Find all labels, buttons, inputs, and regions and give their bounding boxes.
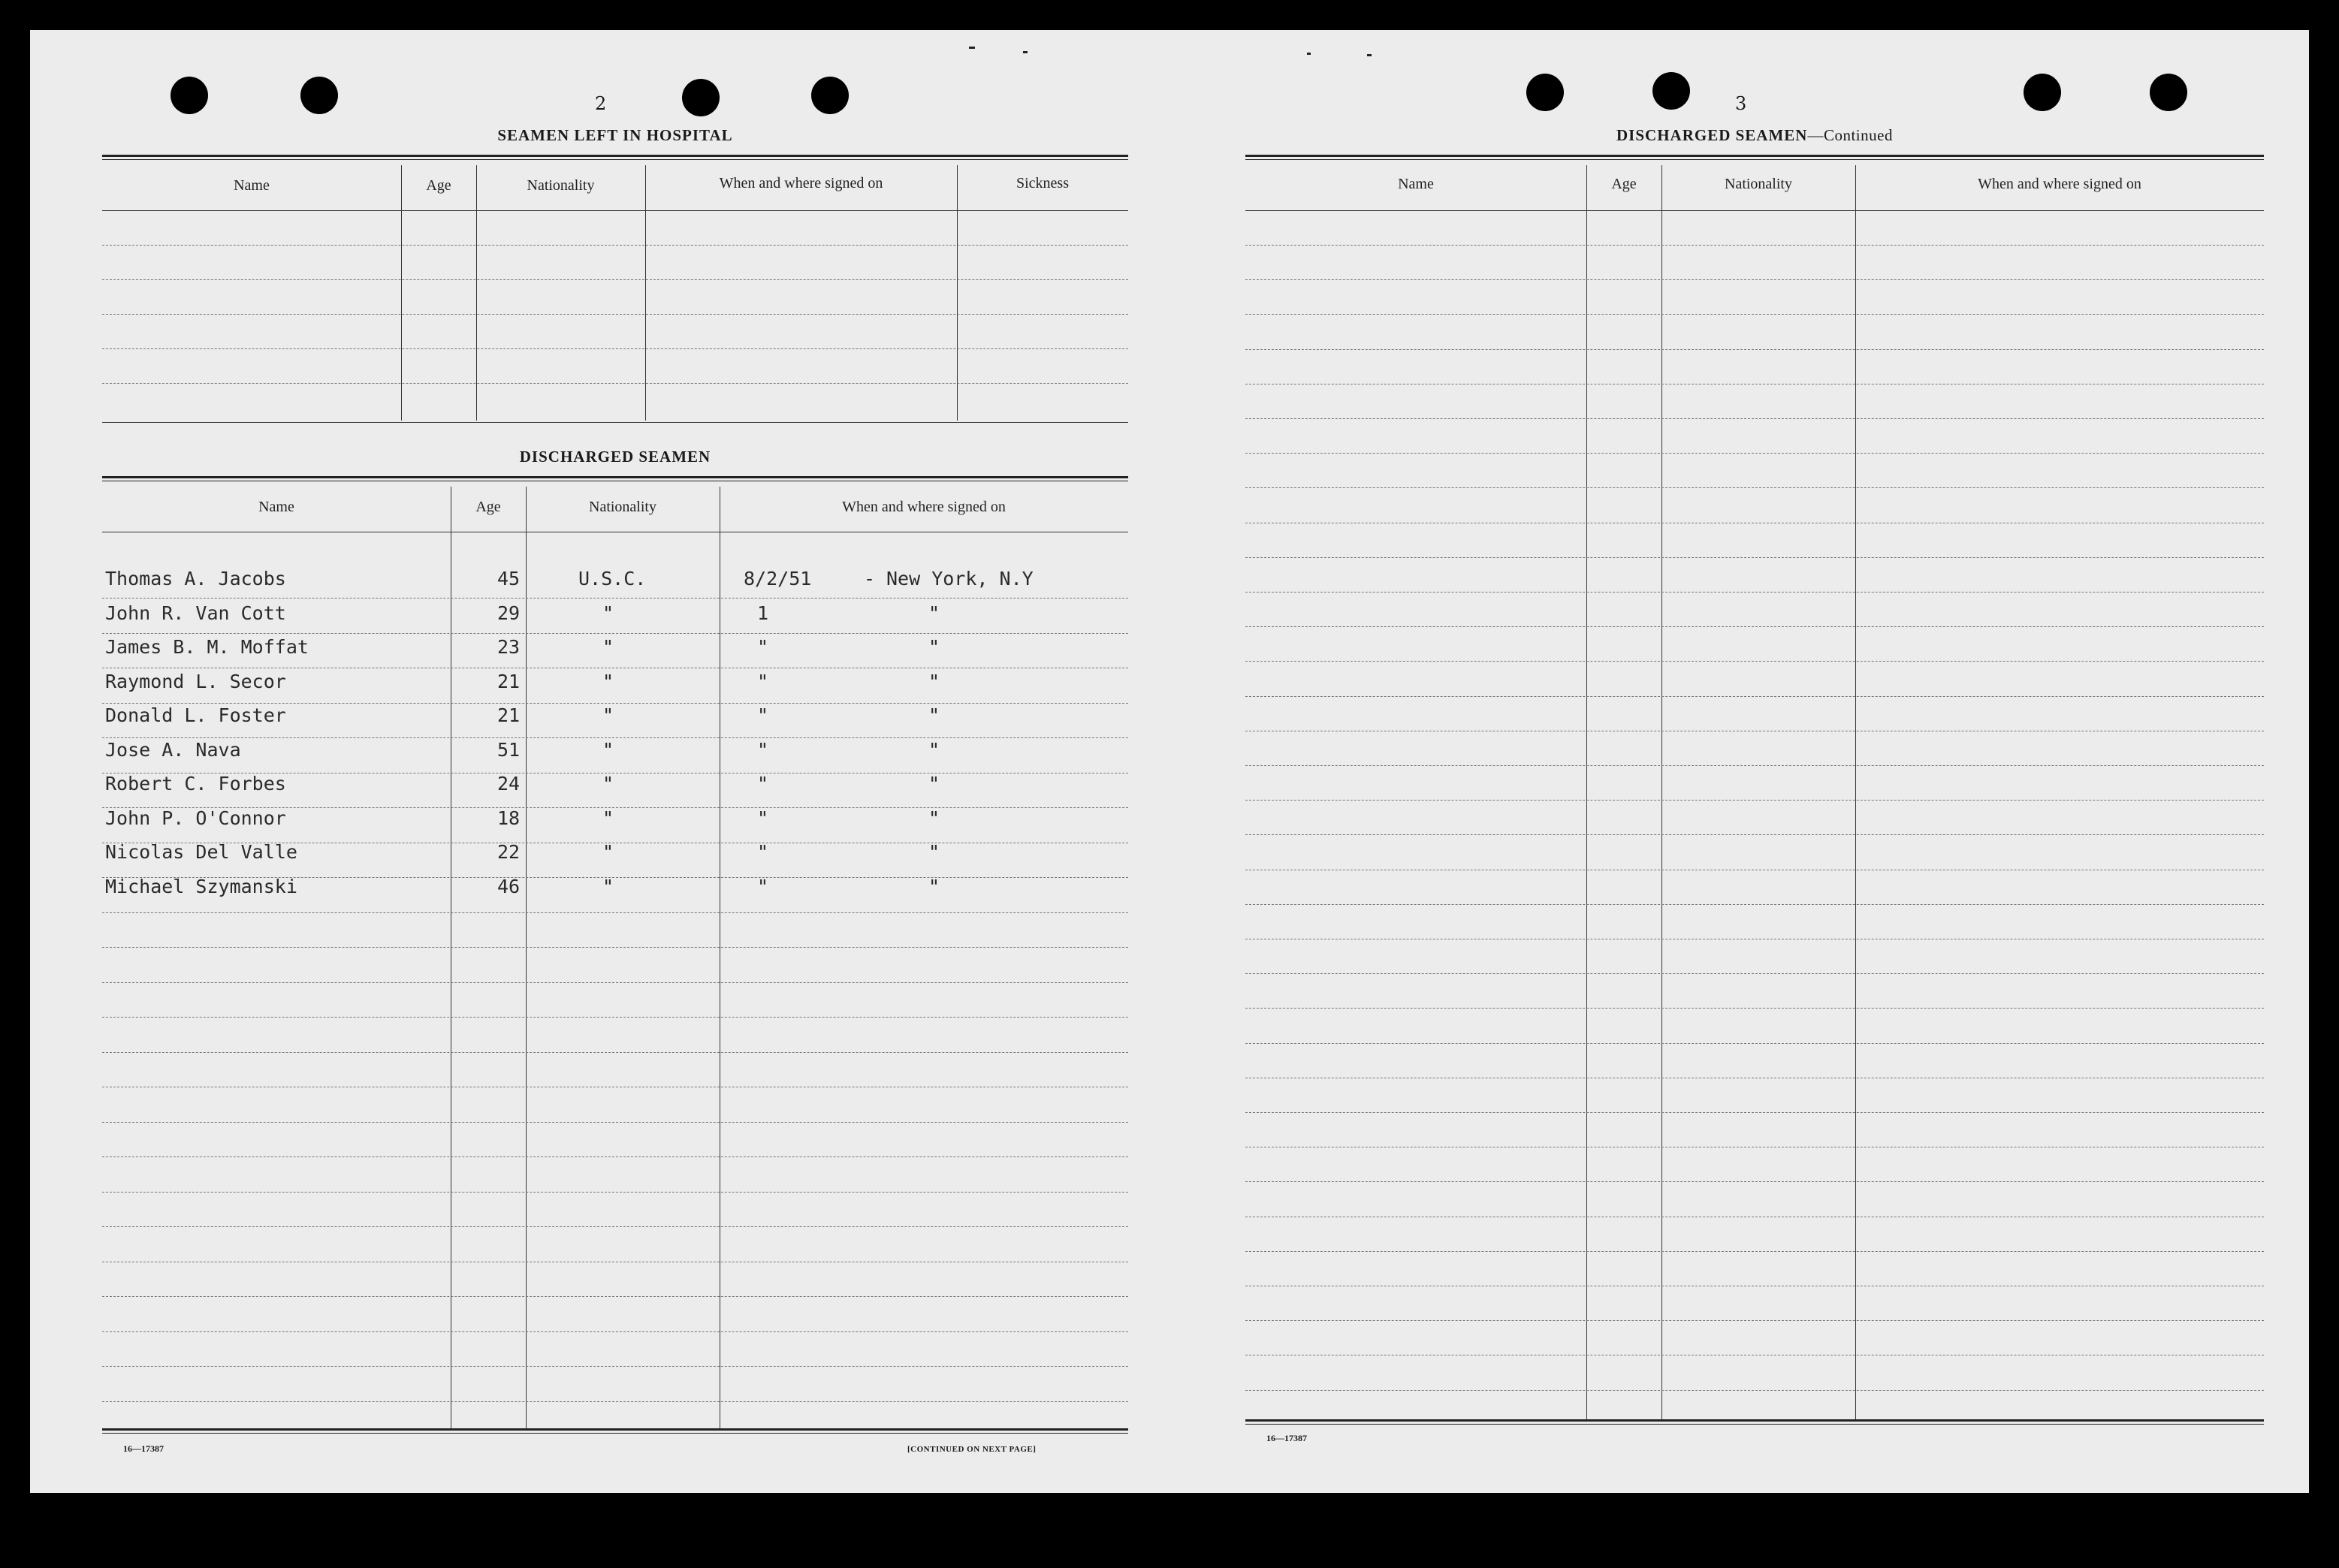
seaman-signed-date: " <box>757 875 769 897</box>
discharged-row-line <box>102 1052 1128 1053</box>
right-row-line <box>1245 349 2264 350</box>
seaman-signed-place: " <box>928 738 940 761</box>
punch-hole <box>1526 74 1564 111</box>
right-row-line <box>1245 661 2264 662</box>
form-code-left: 16—17387 <box>123 1443 164 1454</box>
discharged-row-line <box>102 1296 1128 1297</box>
seaman-signed-date: " <box>757 841 769 863</box>
right-row-line <box>1245 1112 2264 1113</box>
seaman-signed-date: " <box>757 773 769 795</box>
discharged-continued-title <box>1245 126 2264 145</box>
seaman-signed-separator: - <box>864 568 876 590</box>
hospital-col-name: Name <box>234 177 270 194</box>
seaman-signed-date: " <box>757 670 769 692</box>
right-row-line <box>1245 973 2264 974</box>
seaman-nationality: " <box>602 636 614 658</box>
discharged-col-divider <box>526 487 527 1430</box>
seaman-signed-date: " <box>757 738 769 761</box>
right-row-line <box>1245 1251 2264 1252</box>
discharged-row-line <box>102 1192 1128 1193</box>
seaman-nationality: " <box>602 704 614 726</box>
seaman-nationality: U.S.C. <box>578 568 647 590</box>
seaman-name: Robert C. Forbes <box>105 773 286 795</box>
hospital-row-line <box>102 348 1128 349</box>
discharged-row-line <box>102 1156 1128 1157</box>
discharged-row-line <box>102 1331 1128 1332</box>
discharged-row-line <box>102 598 1128 599</box>
seaman-nationality: " <box>602 807 614 829</box>
discharged-row-line <box>102 633 1128 634</box>
seaman-signed-place: " <box>928 807 940 829</box>
discharged-section-title: DISCHARGED SEAMEN <box>519 448 711 466</box>
hospital-top-rule <box>102 155 1128 160</box>
seaman-nationality: " <box>602 602 614 624</box>
hospital-col-divider <box>957 165 958 421</box>
seaman-age: 21 <box>497 704 521 726</box>
seaman-age: 51 <box>497 738 521 761</box>
right-row-line <box>1245 1043 2264 1044</box>
discharged-top-rule <box>102 476 1128 481</box>
discharged-row-line <box>102 1226 1128 1227</box>
seaman-age: 29 <box>497 602 521 624</box>
discharged-row-line <box>102 912 1128 913</box>
punch-hole <box>682 79 720 116</box>
right-row-line <box>1245 453 2264 454</box>
seaman-signed-place: " <box>928 773 940 795</box>
hospital-col-divider <box>645 165 646 421</box>
speck <box>1367 54 1372 56</box>
right-col-divider <box>1586 165 1587 1421</box>
seaman-age: 45 <box>497 568 521 590</box>
seaman-name: Michael Szymanski <box>105 875 297 897</box>
right-row-line <box>1245 904 2264 905</box>
punch-hole <box>2024 74 2061 111</box>
discharged-row-line <box>102 982 1128 983</box>
discharged-continued-title-suffix: —Continued <box>1807 126 1893 144</box>
seaman-name: Jose A. Nava <box>105 738 241 761</box>
hospital-header-rule <box>102 210 1128 211</box>
hospital-col-nationality: Nationality <box>527 177 595 194</box>
seaman-signed-place: " <box>928 636 940 658</box>
document-page <box>30 30 2309 1493</box>
continued-note: [CONTINUED ON NEXT PAGE] <box>907 1445 1037 1454</box>
right-header-rule <box>1245 210 2264 211</box>
discharged-bottom-rule <box>102 1428 1128 1434</box>
right-row-line <box>1245 1008 2264 1009</box>
seaman-nationality: " <box>602 738 614 761</box>
seaman-signed-place: " <box>928 875 940 897</box>
right-row-line <box>1245 626 2264 627</box>
right-row-line <box>1245 765 2264 766</box>
seaman-signed-place: New York, N.Y <box>886 568 1034 590</box>
seaman-age: 46 <box>497 875 521 897</box>
hospital-row-line <box>102 314 1128 315</box>
right-col-divider <box>1855 165 1856 1421</box>
speck <box>1023 51 1028 53</box>
seaman-age: 18 <box>497 807 521 829</box>
right-row-line <box>1245 279 2264 280</box>
discharged-row-line <box>102 1401 1128 1402</box>
punch-hole <box>2150 74 2187 111</box>
hospital-row-line <box>102 245 1128 246</box>
right-row-line <box>1245 800 2264 801</box>
hospital-row-line <box>102 279 1128 280</box>
discharged-row-line <box>102 877 1128 878</box>
hospital-col-when-where: When and where signed on <box>719 175 883 191</box>
seaman-signed-date: 1 <box>757 602 769 624</box>
seaman-age: 21 <box>497 670 521 692</box>
page-number-left: 2 <box>595 93 607 114</box>
seaman-nationality: " <box>602 841 614 863</box>
seaman-name: James B. M. Moffat <box>105 636 309 658</box>
discharged-col-name: Name <box>258 499 294 515</box>
hospital-col-divider <box>401 165 402 421</box>
discharged-row-line <box>102 703 1128 704</box>
right-bottom-rule <box>1245 1419 2264 1425</box>
discharged-col-nationality: Nationality <box>589 499 656 515</box>
right-row-line <box>1245 245 2264 246</box>
seaman-nationality: " <box>602 670 614 692</box>
seaman-signed-date: " <box>757 636 769 658</box>
hospital-col-divider <box>476 165 477 421</box>
discharged-row-line <box>102 807 1128 808</box>
seaman-name: Raymond L. Secor <box>105 670 286 692</box>
page-number-right: 3 <box>1735 93 1747 114</box>
right-row-line <box>1245 1390 2264 1391</box>
right-col-divider <box>1661 165 1662 1421</box>
punch-hole <box>300 77 338 114</box>
seaman-nationality: " <box>602 773 614 795</box>
discharged-row-line <box>102 1017 1128 1018</box>
hospital-col-sickness: Sickness <box>1016 175 1069 191</box>
seaman-signed-place: " <box>928 670 940 692</box>
seaman-name: John R. Van Cott <box>105 602 286 624</box>
seaman-signed-place: " <box>928 704 940 726</box>
right-row-line <box>1245 557 2264 558</box>
right-row-line <box>1245 1181 2264 1182</box>
right-row-line <box>1245 1320 2264 1321</box>
right-col-nationality: Nationality <box>1725 176 1792 192</box>
seaman-name: Nicolas Del Valle <box>105 841 297 863</box>
seaman-signed-place: " <box>928 602 940 624</box>
right-col-name: Name <box>1398 176 1434 192</box>
seaman-signed-date: 8/2/51 <box>744 568 812 590</box>
seaman-nationality: " <box>602 875 614 897</box>
right-top-rule <box>1245 155 2264 160</box>
seaman-name: Donald L. Foster <box>105 704 286 726</box>
right-col-when-where: When and where signed on <box>1978 176 2141 192</box>
discharged-row-line <box>102 1366 1128 1367</box>
discharged-col-when-where: When and where signed on <box>842 499 1006 515</box>
discharged-row-line <box>102 737 1128 738</box>
punch-hole <box>171 77 208 114</box>
punch-hole <box>1652 72 1690 110</box>
discharged-continued-title-main: DISCHARGED SEAMEN <box>1616 126 1808 144</box>
speck <box>1307 53 1311 55</box>
hospital-col-age: Age <box>426 177 451 194</box>
discharged-col-age: Age <box>475 499 501 515</box>
form-code-right: 16—17387 <box>1266 1433 1307 1443</box>
right-row-line <box>1245 314 2264 315</box>
discharged-row-line <box>102 1122 1128 1123</box>
hospital-bottom-rule <box>102 422 1128 423</box>
right-row-line <box>1245 592 2264 593</box>
punch-hole <box>811 77 849 114</box>
seaman-signed-date: " <box>757 704 769 726</box>
right-row-line <box>1245 834 2264 835</box>
seaman-name: Thomas A. Jacobs <box>105 568 286 590</box>
right-col-age: Age <box>1611 176 1637 192</box>
seaman-name: John P. O'Connor <box>105 807 286 829</box>
seaman-signed-place: " <box>928 841 940 863</box>
seaman-signed-date: " <box>757 807 769 829</box>
hospital-section-title: SEAMEN LEFT IN HOSPITAL <box>497 126 733 144</box>
seaman-age: 24 <box>497 773 521 795</box>
seaman-age: 23 <box>497 636 521 658</box>
speck <box>969 47 975 49</box>
hospital-row-line <box>102 383 1128 384</box>
right-row-line <box>1245 487 2264 488</box>
discharged-row-line <box>102 947 1128 948</box>
seaman-age: 22 <box>497 841 521 863</box>
right-row-line <box>1245 696 2264 697</box>
right-row-line <box>1245 418 2264 419</box>
